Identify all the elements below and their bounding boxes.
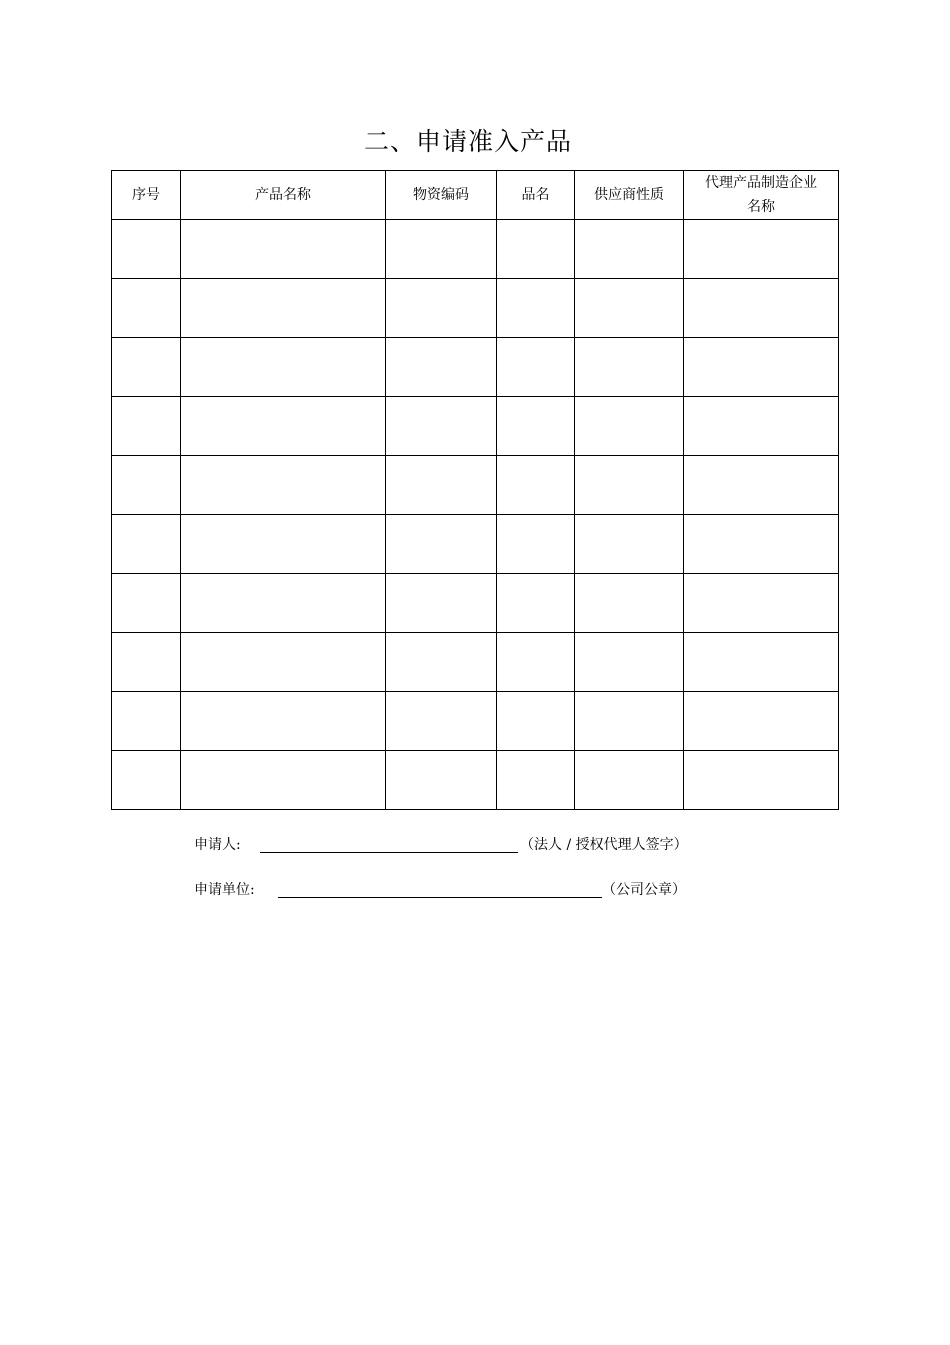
cell-serial-number[interactable] xyxy=(112,692,181,751)
cell-product-name[interactable] xyxy=(181,338,386,397)
header-item-name: 品名 xyxy=(497,171,575,220)
cell-supplier-type[interactable] xyxy=(575,220,684,279)
cell-item-name[interactable] xyxy=(497,338,575,397)
cell-item-name[interactable] xyxy=(497,692,575,751)
cell-item-name[interactable] xyxy=(497,515,575,574)
table-row xyxy=(112,515,839,574)
applicant-note: （法人 / 授权代理人签字） xyxy=(520,837,688,853)
cell-material-code[interactable] xyxy=(386,633,497,692)
cell-manufacturer-name[interactable] xyxy=(684,456,839,515)
table-row xyxy=(112,751,839,810)
cell-serial-number[interactable] xyxy=(112,633,181,692)
unit-label: 申请单位: xyxy=(194,882,255,898)
cell-supplier-type[interactable] xyxy=(575,751,684,810)
cell-product-name[interactable] xyxy=(181,751,386,810)
cell-serial-number[interactable] xyxy=(112,574,181,633)
cell-supplier-type[interactable] xyxy=(575,279,684,338)
cell-serial-number[interactable] xyxy=(112,220,181,279)
header-material-code: 物资编码 xyxy=(386,171,497,220)
table-body xyxy=(112,220,839,810)
cell-serial-number[interactable] xyxy=(112,515,181,574)
cell-material-code[interactable] xyxy=(386,515,497,574)
table-row xyxy=(112,220,839,279)
cell-supplier-type[interactable] xyxy=(575,515,684,574)
cell-serial-number[interactable] xyxy=(112,397,181,456)
cell-product-name[interactable] xyxy=(181,397,386,456)
cell-item-name[interactable] xyxy=(497,633,575,692)
cell-serial-number[interactable] xyxy=(112,456,181,515)
table-row xyxy=(112,456,839,515)
header-serial-number: 序号 xyxy=(112,171,181,220)
cell-manufacturer-name[interactable] xyxy=(684,692,839,751)
cell-product-name[interactable] xyxy=(181,220,386,279)
applicant-signature-field[interactable] xyxy=(260,852,518,853)
table-row xyxy=(112,397,839,456)
header-supplier-type: 供应商性质 xyxy=(575,171,684,220)
cell-serial-number[interactable] xyxy=(112,751,181,810)
cell-item-name[interactable] xyxy=(497,220,575,279)
cell-manufacturer-name[interactable] xyxy=(684,574,839,633)
cell-item-name[interactable] xyxy=(497,279,575,338)
cell-manufacturer-name[interactable] xyxy=(684,397,839,456)
table-header-row xyxy=(112,171,839,220)
cell-supplier-type[interactable] xyxy=(575,633,684,692)
table-row xyxy=(112,692,839,751)
cell-serial-number[interactable] xyxy=(112,279,181,338)
unit-signature-field[interactable] xyxy=(278,897,602,898)
table-row xyxy=(112,633,839,692)
applicant-signature-line xyxy=(194,834,714,856)
cell-supplier-type[interactable] xyxy=(575,338,684,397)
cell-item-name[interactable] xyxy=(497,397,575,456)
cell-manufacturer-name[interactable] xyxy=(684,515,839,574)
applicant-label: 申请人: xyxy=(194,837,241,853)
header-manufacturer-line1: 代理产品制造企业 xyxy=(705,175,817,191)
cell-item-name[interactable] xyxy=(497,751,575,810)
unit-signature-line xyxy=(194,879,714,901)
header-manufacturer-line2: 名称 xyxy=(747,199,775,215)
table-row xyxy=(112,279,839,338)
cell-product-name[interactable] xyxy=(181,574,386,633)
cell-material-code[interactable] xyxy=(386,279,497,338)
product-table xyxy=(111,170,839,810)
cell-manufacturer-name[interactable] xyxy=(684,751,839,810)
table-row xyxy=(112,338,839,397)
cell-material-code[interactable] xyxy=(386,574,497,633)
cell-supplier-type[interactable] xyxy=(575,692,684,751)
cell-manufacturer-name[interactable] xyxy=(684,633,839,692)
cell-material-code[interactable] xyxy=(386,397,497,456)
unit-note: （公司公章） xyxy=(602,882,686,898)
cell-supplier-type[interactable] xyxy=(575,574,684,633)
cell-material-code[interactable] xyxy=(386,338,497,397)
cell-product-name[interactable] xyxy=(181,279,386,338)
cell-manufacturer-name[interactable] xyxy=(684,220,839,279)
cell-product-name[interactable] xyxy=(181,515,386,574)
page-title: 二、申请准入产品 xyxy=(363,127,572,156)
cell-item-name[interactable] xyxy=(497,574,575,633)
cell-supplier-type[interactable] xyxy=(575,397,684,456)
header-manufacturer-name xyxy=(684,171,839,220)
cell-material-code[interactable] xyxy=(386,751,497,810)
cell-supplier-type[interactable] xyxy=(575,456,684,515)
table-row xyxy=(112,574,839,633)
header-product-name: 产品名称 xyxy=(181,171,386,220)
cell-material-code[interactable] xyxy=(386,692,497,751)
cell-material-code[interactable] xyxy=(386,220,497,279)
cell-serial-number[interactable] xyxy=(112,338,181,397)
cell-product-name[interactable] xyxy=(181,456,386,515)
cell-product-name[interactable] xyxy=(181,633,386,692)
cell-manufacturer-name[interactable] xyxy=(684,338,839,397)
cell-product-name[interactable] xyxy=(181,692,386,751)
cell-item-name[interactable] xyxy=(497,456,575,515)
cell-manufacturer-name[interactable] xyxy=(684,279,839,338)
cell-material-code[interactable] xyxy=(386,456,497,515)
